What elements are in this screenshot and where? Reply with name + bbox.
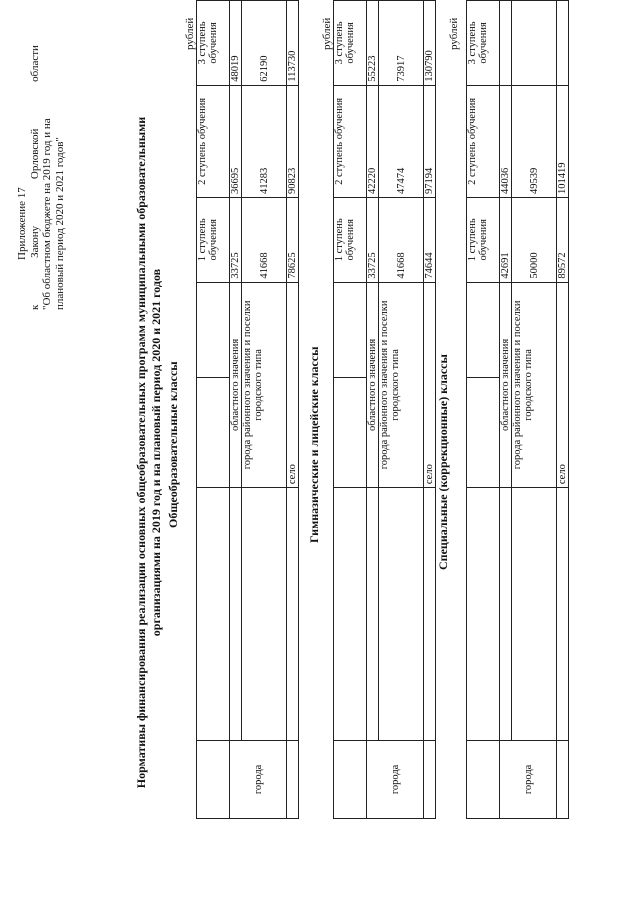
value-cell: 89572 [557,197,569,282]
value-cell [557,1,569,86]
value-cell: 74644 [424,197,436,282]
norms-table-general [196,0,299,819]
table-cell [512,488,557,741]
value-cell: 42691 [500,197,512,282]
value-cell: 130790 [424,1,436,86]
value-cell: 33725 [367,197,379,282]
row-label-district: города районного значения и поселки городского типа [379,282,424,487]
column-header-stage1: 1 ступень обучения [197,197,230,282]
table-corner [334,378,367,488]
table-cell [379,488,424,741]
document-title-line2: организациями на 2019 год и на плановый период 2020 и 2021 годов [149,268,163,637]
table-cell [242,488,287,741]
unit-label: рублей [321,17,333,50]
table-corner [467,740,500,818]
table-corner [467,378,500,488]
value-cell: 41668 [242,197,287,282]
table-cell [424,488,436,741]
value-cell: 36695 [230,85,242,197]
table-cell [287,740,299,818]
column-header-stage1: 1 ступень обучения [334,197,367,282]
value-cell: 44036 [500,85,512,197]
row-group-cities: города [500,740,557,818]
table-corner [334,488,367,741]
table-corner [334,282,367,378]
value-cell: 62190 [242,1,287,86]
value-cell: 47474 [379,85,424,197]
column-header-stage3: 3 ступень обучения [197,1,230,86]
value-cell: 50000 [512,197,557,282]
value-cell: 97194 [424,85,436,197]
value-cell [500,1,512,86]
value-cell: 55223 [367,1,379,86]
value-cell: 49539 [512,85,557,197]
appendix-law-title: "Об областном бюджете на 2019 год и на [41,118,53,310]
norms-table-special [466,0,569,819]
value-cell: 42220 [367,85,379,197]
table-cell [557,488,569,741]
row-label-district: города районного значения и поселки городского типа [512,282,557,487]
unit-label: рублей [448,17,460,50]
value-cell: 113730 [287,1,299,86]
row-label-village: село [424,282,436,487]
value-cell: 78625 [287,197,299,282]
table-cell [557,740,569,818]
table-cell [500,488,512,741]
table-cell [230,488,242,741]
document-title-line1: Нормативы финансирования реализации основных общеобразовательных программ муниципальными образовательными [134,116,148,789]
column-header-stage2: 2 ступень обучения [197,85,230,197]
value-cell [512,1,557,86]
section-title-gymnasium: Гимназические и лицейские классы [307,346,321,543]
section-title-special: Специальные (коррекционные) классы [436,354,450,570]
section-title-general: Общеобразовательные классы [166,361,180,528]
table-cell [287,488,299,741]
column-header-stage1: 1 ступень обучения [467,197,500,282]
row-label-regional: областного значения [230,282,242,487]
column-header-stage3: 3 ступень обучения [467,1,500,86]
row-label-district: города районного значения и поселки городского типа [242,282,287,487]
table-corner [334,740,367,818]
row-label-regional: областного значения [367,282,379,487]
row-label-village: село [287,282,299,487]
norms-table-gymnasium [333,0,436,819]
row-group-cities: города [230,740,287,818]
column-header-stage3: 3 ступень обучения [334,1,367,86]
value-cell: 48019 [230,1,242,86]
table-cell [424,740,436,818]
appendix-number: Приложение 17 [16,187,28,260]
value-cell: 101419 [557,85,569,197]
table-corner [197,740,230,818]
table-corner [467,488,500,741]
appendix-law-ref: к Закону Орловской области [28,45,41,310]
row-label-regional: областного значения [500,282,512,487]
column-header-stage2: 2 ступень обучения [467,85,500,197]
unit-label: рублей [184,17,196,50]
value-cell: 73917 [379,1,424,86]
appendix-law-period: плановый период 2020 и 2021 годов" [53,137,66,310]
value-cell: 41668 [379,197,424,282]
table-cell [367,488,379,741]
row-group-cities: города [367,740,424,818]
value-cell: 90823 [287,85,299,197]
table-corner [467,282,500,378]
table-corner [197,378,230,488]
table-corner [197,282,230,378]
column-header-stage2: 2 ступень обучения [334,85,367,197]
appendix-header [16,20,66,310]
value-cell: 41283 [242,85,287,197]
value-cell: 33725 [230,197,242,282]
table-corner [197,488,230,741]
row-label-village: село [557,282,569,487]
